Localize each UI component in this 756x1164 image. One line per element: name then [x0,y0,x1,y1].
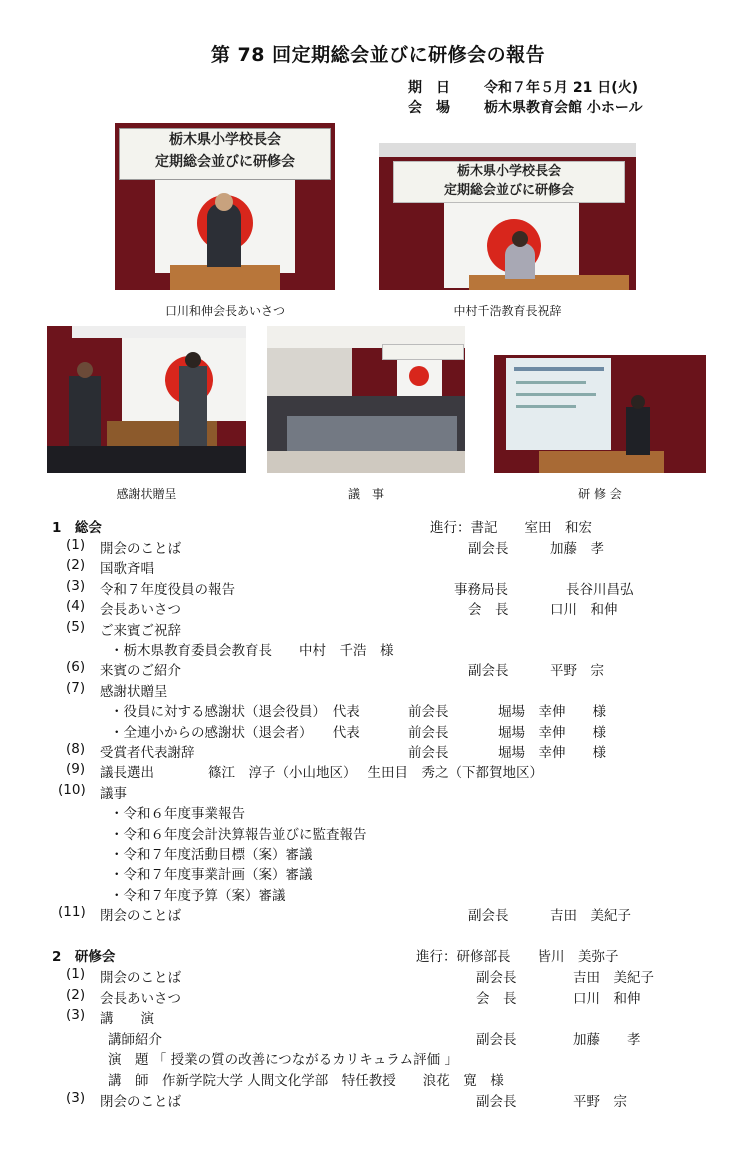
agenda-item-name: 吉田 美紀子 [550,908,631,925]
caption-photo-1: 口川和伸会長あいさつ [164,304,285,318]
agenda-item-role: 副会長 [476,970,517,986]
agenda-item-name: 堀場 幸伸 様 [498,704,606,721]
agenda-item-name: 加藤 孝 [550,541,604,557]
agenda-item-text: 演 題 「 授業の質の改善につながるカリキュラム評価 」 [108,1052,458,1069]
agenda-item-text: ご来賓ご祝辞 [100,622,181,639]
agenda-item-number: (5) [66,618,86,635]
agenda-item-name: 吉田 美紀子 [573,970,654,986]
agenda-item-text: 議事 [100,785,127,802]
caption-photo-3: 感謝状贈呈 [116,487,177,501]
venue-label: 会 場 [408,100,450,116]
agenda-item-text: 令和７年度役員の報告 [100,581,235,598]
caption-photo-4: 議 事 [347,487,384,501]
banner-line1: 栃木県小学校長会 [169,132,281,148]
agenda-item-text: ・全連小からの感謝状（退会者） 代表 [110,724,360,741]
agenda-item-text: ・令和６年度事業報告 [110,806,245,823]
agenda-item-number: (9) [66,761,86,778]
page-title: 第 78 回定期総会並びに研修会の報告 [210,44,546,66]
agenda-item-name: 堀場 幸伸 様 [498,745,606,761]
banner-line2: 定期総会並びに研修会 [155,154,295,170]
date-value: 令和７年５月 21 日(火) [484,80,639,96]
agenda-item-text: 議長選出 篠江 淳子（小山地区） 生田目 秀之（下都賀地区） [100,765,544,782]
agenda-item-role: 前会長 [408,704,449,721]
agenda-item-number: (1) [66,966,86,982]
agenda-item-role: 事務局長 [454,581,508,598]
agenda-item-text: ・栃木県教育委員会教育長 中村 千浩 様 [110,643,394,659]
section1-mc: 進行：書記 室田 和宏 [430,520,592,536]
agenda-item-name: 平野 宗 [550,663,604,680]
agenda-item-number: (10) [58,781,86,798]
agenda-item-role: 副会長 [468,541,509,557]
agenda-item-text: 開会のことば [100,541,181,557]
caption-photo-5: 研 修 会 [578,487,622,501]
agenda-item-name: 口川 和伸 [550,602,618,619]
agenda-item-name: 長谷川昌弘 [566,581,634,598]
agenda-item-role: 副会長 [476,1031,517,1048]
photo-superintendent-speech [379,143,636,290]
photo-training-session [494,355,706,473]
photo-award-presentation [47,326,246,473]
caption-photo-2: 中村千浩教育長祝辞 [453,304,562,318]
section2-heading: 2 研修会 [52,949,116,965]
banner-line2-b: 定期総会並びに研修会 [443,183,574,198]
agenda-item-name: 加藤 孝 [573,1031,641,1048]
agenda-item-text: ・令和６年度会計決算報告並びに監査報告 [110,826,367,843]
agenda-item-role: 副会長 [468,908,509,925]
agenda-item-number: (7) [66,679,86,696]
agenda-item-number: (3) [66,1007,86,1024]
agenda-item-text: 講 師 作新学院大学 人間文化学部 特任教授 浪花 寛 様 [108,1073,504,1089]
agenda-item-name: 口川 和伸 [573,990,641,1007]
venue-value: 栃木県教育会館 小ホール [484,100,643,116]
agenda-item-text: 来賓のご紹介 [100,663,181,680]
section1-heading: 1 総会 [52,520,102,536]
agenda-item-name: 堀場 幸伸 様 [498,724,606,741]
agenda-item-text: 講師紹介 [108,1031,162,1048]
agenda-item-text: 開会のことば [100,970,181,986]
agenda-item-number: (8) [66,741,86,757]
banner-line1-b: 栃木県小学校長会 [456,164,561,179]
photo-proceedings [267,326,465,473]
agenda-item-role: 副会長 [468,663,509,680]
agenda-item-text: 閉会のことば [100,908,181,925]
agenda-item-role: 会 長 [476,990,517,1007]
agenda-item-name: 平野 宗 [573,1093,627,1110]
agenda-item-role: 副会長 [476,1093,517,1110]
agenda-item-role: 会 長 [468,602,509,619]
agenda-item-number: (11) [58,904,86,921]
agenda-item-text: ・役員に対する感謝状（退会役員） 代表 [110,704,360,721]
agenda-item-role: 前会長 [408,724,449,741]
agenda-item-text: 受賞者代表謝辞 [100,745,195,761]
agenda-item-role: 前会長 [408,745,449,761]
agenda-item-number: (2) [66,557,86,574]
agenda-item-number: (4) [66,598,86,615]
agenda-item-number: (2) [66,986,86,1003]
agenda-item-text: 会長あいさつ [100,990,181,1007]
agenda-item-number: (3) [66,1089,86,1106]
agenda-item-text: ・令和７年度予算（案）審議 [110,887,286,904]
agenda-item-number: (1) [66,537,86,553]
agenda-item-text: 国歌斉唱 [100,561,154,578]
agenda-item-text: 講 演 [100,1011,154,1028]
section2-mc: 進行：研修部長 皆川 美弥子 [416,949,619,965]
agenda-item-text: ・令和７年度事業計画（案）審議 [110,867,313,884]
agenda-item-number: (3) [66,577,86,594]
agenda-item-number: (6) [66,659,86,676]
agenda-item-text: 会長あいさつ [100,602,181,619]
agenda-item-text: 感謝状贈呈 [100,683,168,700]
date-label: 期 日 [408,80,450,96]
agenda-item-text: 閉会のことば [100,1093,181,1110]
photo-president-greeting [115,123,335,290]
agenda-item-text: ・令和７年度活動目標（案）審議 [110,847,313,863]
